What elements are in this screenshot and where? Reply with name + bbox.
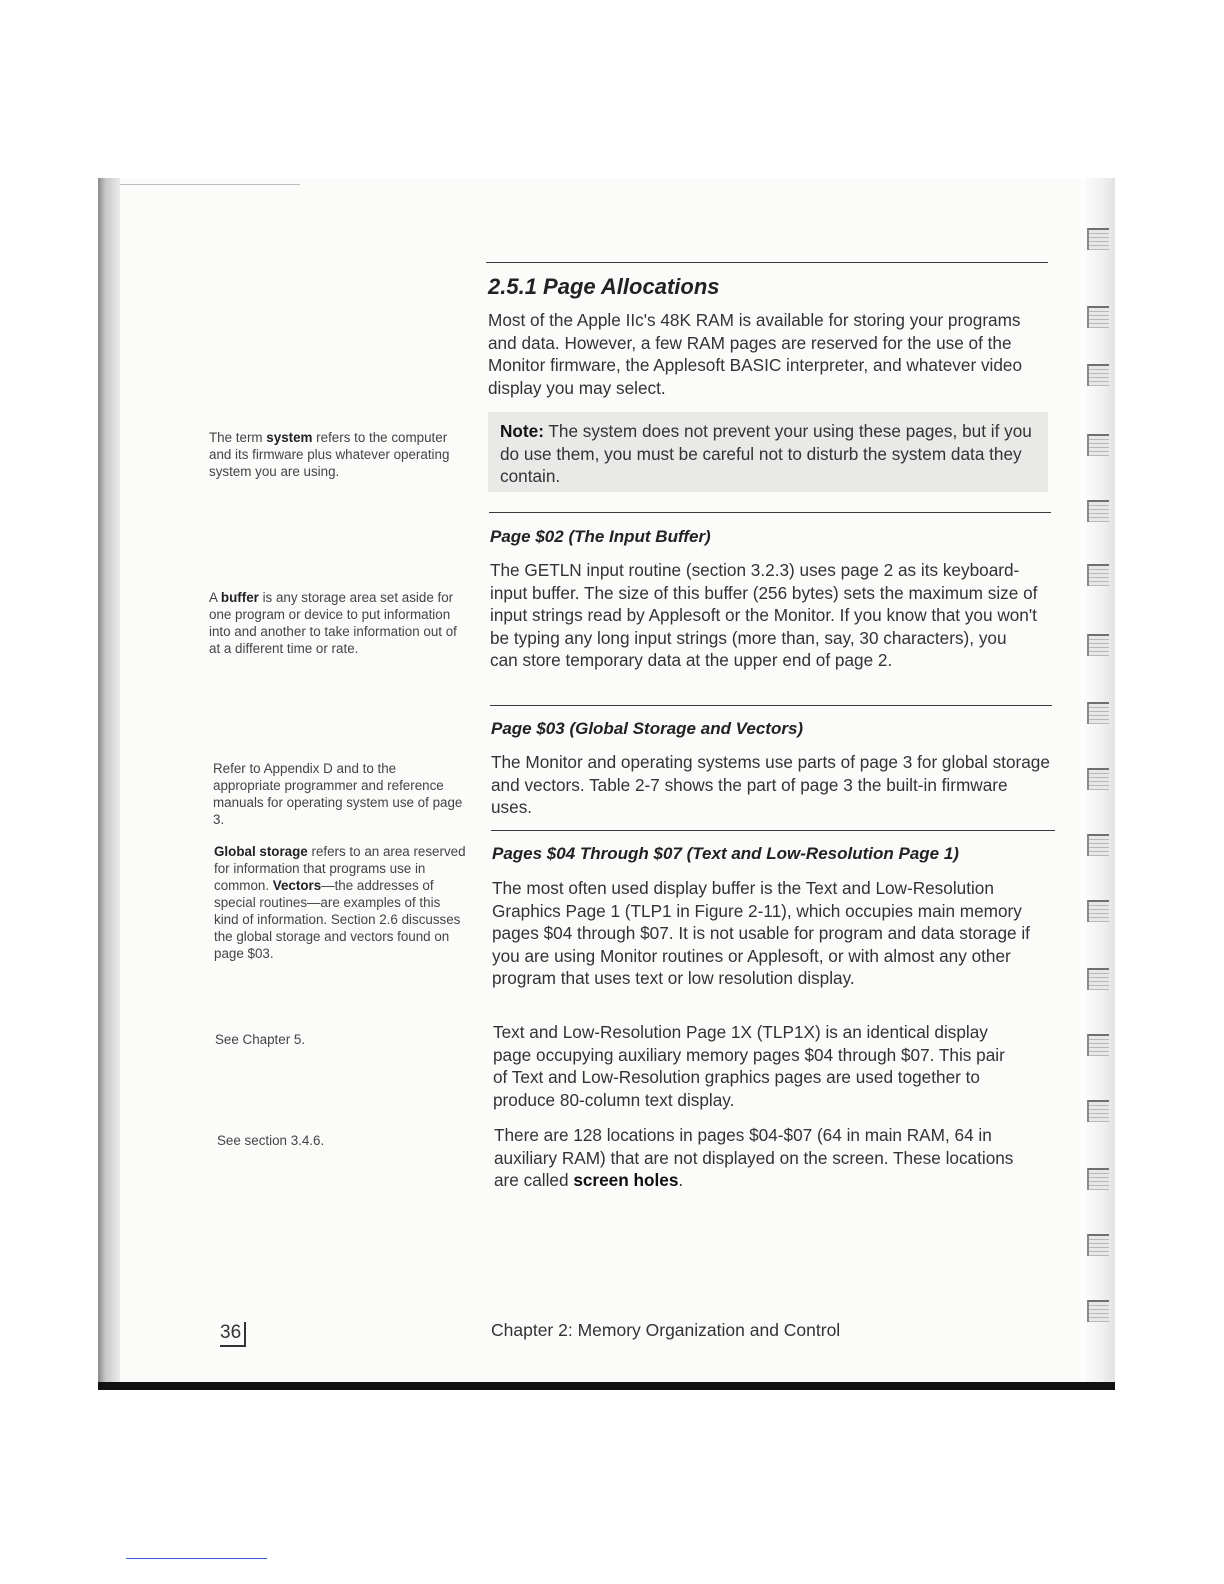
index-tab bbox=[1087, 1168, 1109, 1190]
index-tab bbox=[1087, 1300, 1109, 1322]
page-top-edge bbox=[120, 184, 300, 185]
index-tab bbox=[1087, 364, 1109, 386]
index-tab bbox=[1087, 1100, 1109, 1122]
bottom-link-line bbox=[126, 1558, 267, 1559]
subsection-rule bbox=[490, 705, 1052, 706]
para-text: . bbox=[678, 1170, 684, 1190]
margin-note-system bbox=[209, 429, 461, 480]
subsection-text-page-03: The Monitor and operating systems use parts of page 3 for global storage and vectors. Table 2-7 shows the part of page 3 the built-in firmware uses. bbox=[491, 752, 1050, 817]
subsection-heading-page-02: Page $02 (The Input Buffer) bbox=[490, 527, 711, 546]
index-tab bbox=[1087, 500, 1109, 522]
index-tab bbox=[1087, 634, 1109, 656]
index-tab bbox=[1087, 228, 1109, 250]
subsection-text-p2: Text and Low-Resolution Page 1X (TLP1X) is an identical display page occupying auxiliary memory pages $04 through $07. This pair of Text and Low-Resolution graphics pages are used together to produce 80-column text display. bbox=[493, 1022, 1005, 1110]
note-box bbox=[488, 412, 1048, 492]
note-text: The term bbox=[209, 430, 267, 445]
margin-note-buffer bbox=[209, 589, 461, 657]
index-tab bbox=[1087, 1234, 1109, 1256]
index-tab bbox=[1087, 434, 1109, 456]
subsection-rule bbox=[491, 830, 1055, 831]
note-label: Note: bbox=[500, 421, 544, 441]
note-text: refers to the computer and its firmware plus whatever operating system you are using. bbox=[209, 430, 450, 479]
index-tabs-edge bbox=[1081, 178, 1115, 1382]
index-tab bbox=[1087, 834, 1109, 856]
subsection-text-p1: The most often used display buffer is the Text and Low-Resolution Graphics Page 1 (TLP1 in Figure 2-11), which occupies main memory pages $04 through $07. It is not usable for program and data storage if you are using Monitor routines or Applesoft, or with almost any other program that uses text or low resolution display. bbox=[492, 878, 1030, 988]
note-term: Vectors bbox=[272, 878, 322, 893]
chapter-footer: Chapter 2: Memory Organization and Control bbox=[491, 1320, 841, 1340]
note-body: The system does not prevent your using these pages, but if you do use them, you must be careful not to disturb the system data they contain. bbox=[500, 421, 1032, 486]
margin-note-section: See section 3.4.6. bbox=[217, 1133, 325, 1148]
note-term: buffer bbox=[220, 590, 259, 605]
page-number: 36 bbox=[220, 1322, 246, 1347]
subsection-rule bbox=[489, 512, 1051, 513]
subsection-heading-pages-04-07: Pages $04 Through $07 (Text and Low-Resolution Page 1) bbox=[492, 844, 959, 863]
book-spine-shadow bbox=[98, 178, 120, 1382]
note-text: refers to an area reserved for information that programs use in common. bbox=[214, 844, 466, 893]
margin-note-chapter: See Chapter 5. bbox=[215, 1032, 306, 1047]
index-tab bbox=[1087, 702, 1109, 724]
index-tab bbox=[1087, 564, 1109, 586]
subsection-text-page-02: The GETLN input routine (section 3.2.3) uses page 2 as its keyboard-input buffer. The size of this buffer (256 bytes) sets the maximum size of input strings read by Applesoft or the Monitor. If you know that you won't be typing any long input strings (more than, say, 30 characters), you can store temporary data at the upper end of page 2. bbox=[490, 560, 1038, 670]
section-rule bbox=[486, 262, 1048, 263]
subsection-text-p3 bbox=[494, 1124, 1024, 1192]
index-tab bbox=[1087, 1034, 1109, 1056]
margin-note-appendix: Refer to Appendix D and to the appropriate programmer and reference manuals for operating system use of page 3. bbox=[213, 761, 463, 827]
index-tab bbox=[1087, 306, 1109, 328]
note-term: Global storage bbox=[214, 844, 308, 859]
note-term: system bbox=[266, 430, 313, 445]
subsection-heading-page-03: Page $03 (Global Storage and Vectors) bbox=[491, 719, 804, 738]
margin-note-global-storage bbox=[214, 843, 466, 962]
section-heading: 2.5.1 Page Allocations bbox=[488, 274, 720, 299]
note-text: A bbox=[209, 590, 221, 605]
screen-holes-term: screen holes bbox=[573, 1170, 679, 1190]
index-tab bbox=[1087, 900, 1109, 922]
index-tab bbox=[1087, 968, 1109, 990]
note-text: —the addresses of special routines—are examples of this kind of information. Section 2.6 discusses the global storage and vectors found on page $03. bbox=[214, 878, 461, 961]
note-text: is any storage area set aside for one program or device to put information into and another to take information out of at a different time or rate. bbox=[209, 590, 457, 656]
section-intro: Most of the Apple IIc's 48K RAM is available for storing your programs and data. However, a few RAM pages are reserved for the use of the Monitor firmware, the Applesoft BASIC interpreter, and whatever video display you may select. bbox=[488, 310, 1023, 398]
para-text: There are 128 locations in pages $04-$07 (64 in main RAM, 64 in auxiliary RAM) that are not displayed on the screen. These locations are called bbox=[494, 1125, 1014, 1190]
index-tab bbox=[1087, 768, 1109, 790]
